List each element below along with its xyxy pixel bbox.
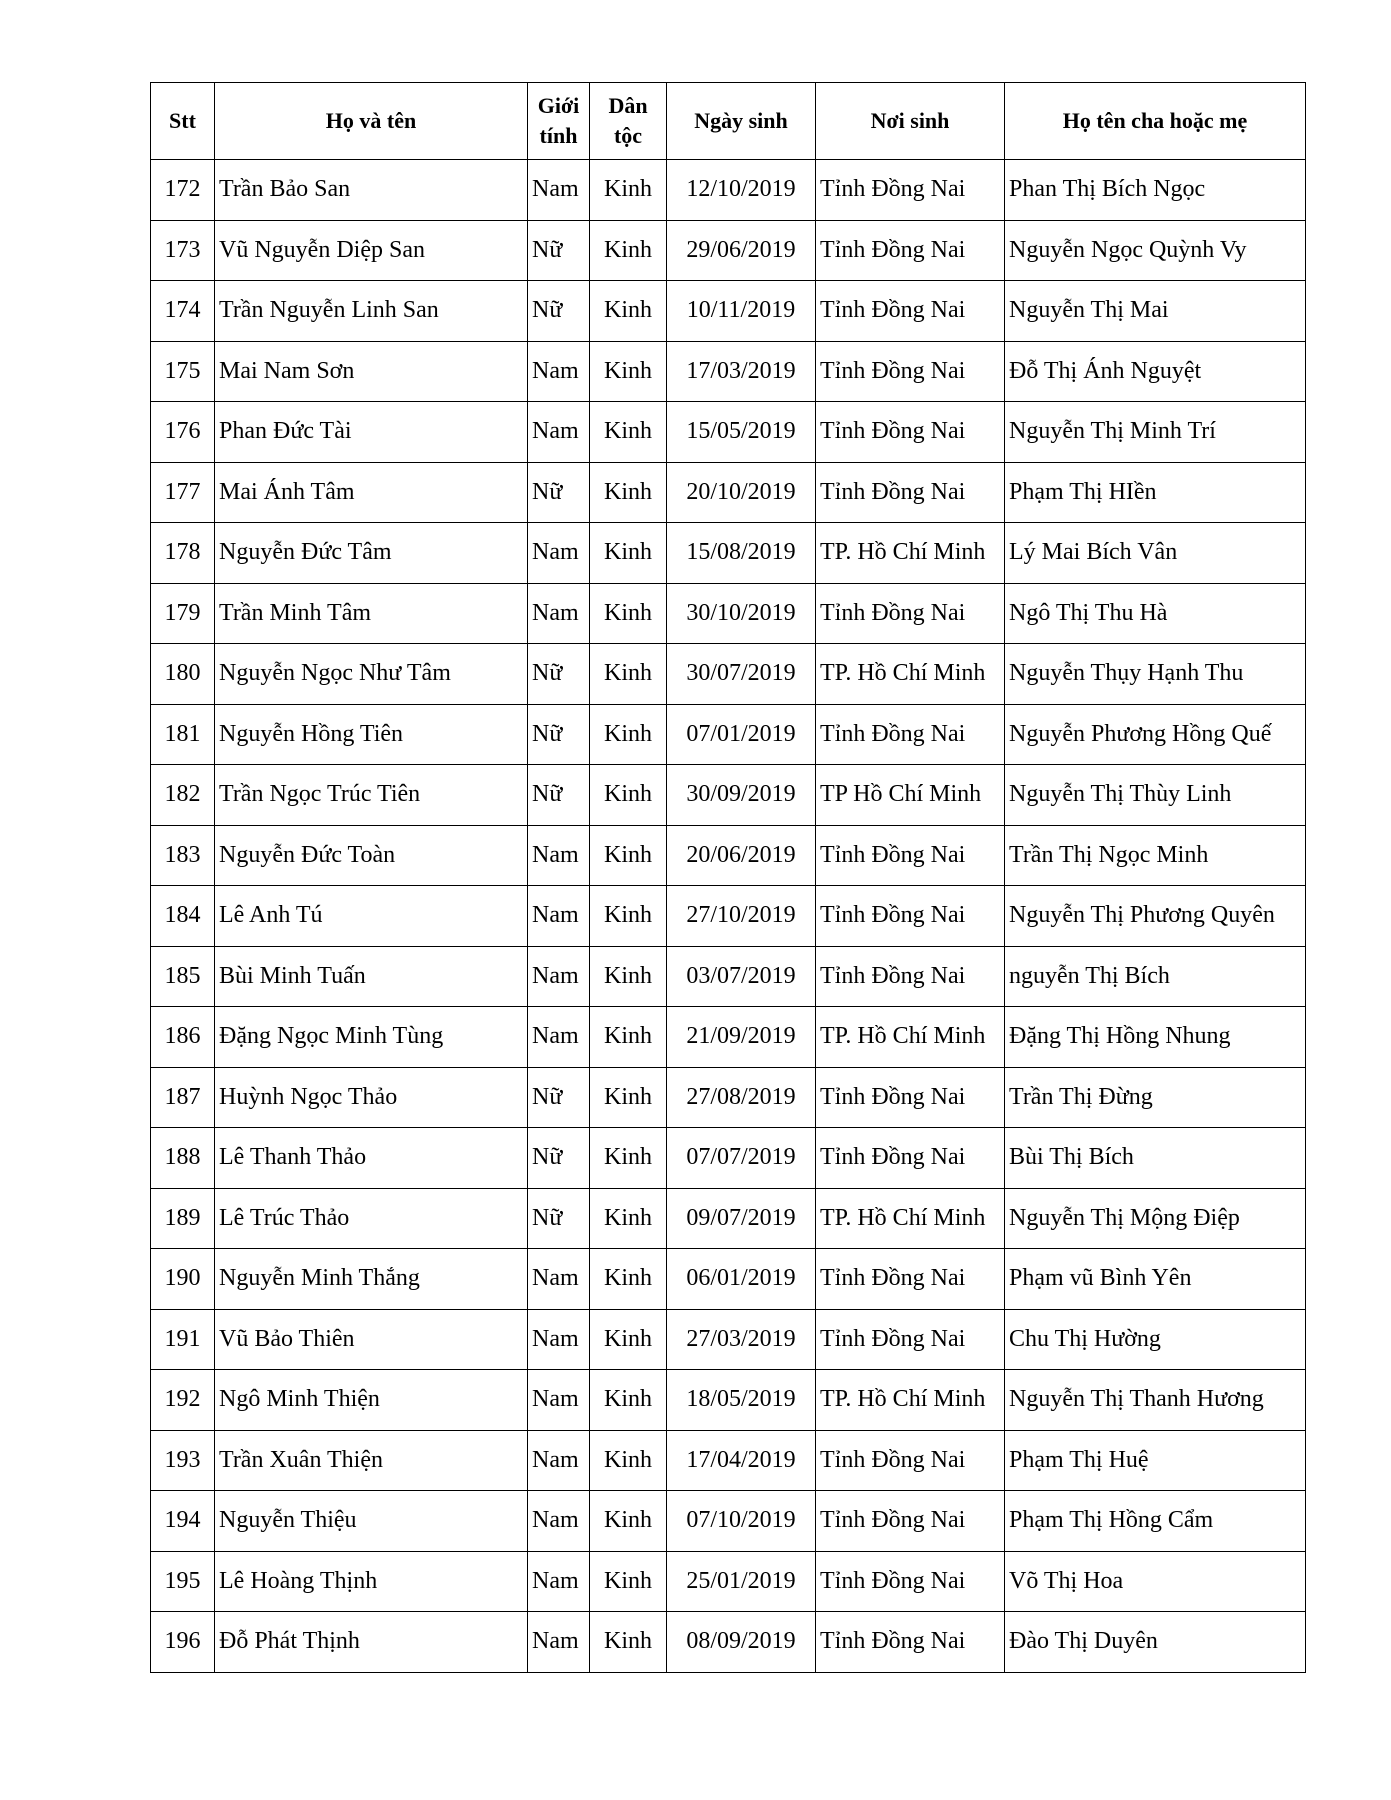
- cell-stt: 175: [151, 341, 215, 402]
- cell-parent: Võ Thị Hoa: [1005, 1551, 1306, 1612]
- cell-sex: Nam: [528, 160, 590, 221]
- cell-dob: 08/09/2019: [667, 1612, 816, 1673]
- table-row: [151, 523, 1306, 584]
- cell-name: Lê Trúc Thảo: [215, 1188, 528, 1249]
- cell-name: Trần Minh Tâm: [215, 583, 528, 644]
- cell-ethnicity: Kinh: [590, 281, 667, 342]
- cell-pob: TP Hồ Chí Minh: [816, 765, 1005, 826]
- cell-ethnicity: Kinh: [590, 220, 667, 281]
- cell-sex: Nữ: [528, 704, 590, 765]
- cell-dob: 17/03/2019: [667, 341, 816, 402]
- cell-stt: 191: [151, 1309, 215, 1370]
- table-row: [151, 1007, 1306, 1068]
- cell-dob: 30/07/2019: [667, 644, 816, 705]
- cell-parent: Bùi Thị Bích: [1005, 1128, 1306, 1189]
- cell-parent: Nguyễn Thị Mộng Điệp: [1005, 1188, 1306, 1249]
- table-row: [151, 281, 1306, 342]
- cell-parent: Nguyễn Thị Minh Trí: [1005, 402, 1306, 463]
- cell-parent: Lý Mai Bích Vân: [1005, 523, 1306, 584]
- cell-pob: Tỉnh Đồng Nai: [816, 1309, 1005, 1370]
- cell-dob: 25/01/2019: [667, 1551, 816, 1612]
- cell-parent: nguyễn Thị Bích: [1005, 946, 1306, 1007]
- cell-dob: 15/08/2019: [667, 523, 816, 584]
- cell-stt: 180: [151, 644, 215, 705]
- cell-stt: 182: [151, 765, 215, 826]
- cell-pob: Tỉnh Đồng Nai: [816, 281, 1005, 342]
- cell-stt: 188: [151, 1128, 215, 1189]
- table-row: [151, 1249, 1306, 1310]
- cell-sex: Nữ: [528, 765, 590, 826]
- cell-ethnicity: Kinh: [590, 644, 667, 705]
- cell-name: Ngô Minh Thiện: [215, 1370, 528, 1431]
- table-row: [151, 644, 1306, 705]
- cell-parent: Đào Thị Duyên: [1005, 1612, 1306, 1673]
- table-body: [151, 160, 1306, 1673]
- cell-ethnicity: Kinh: [590, 1370, 667, 1431]
- cell-sex: Nam: [528, 341, 590, 402]
- cell-sex: Nữ: [528, 644, 590, 705]
- cell-stt: 183: [151, 825, 215, 886]
- table-row: [151, 1128, 1306, 1189]
- cell-stt: 176: [151, 402, 215, 463]
- cell-name: Trần Xuân Thiện: [215, 1430, 528, 1491]
- cell-pob: Tỉnh Đồng Nai: [816, 1067, 1005, 1128]
- cell-dob: 07/01/2019: [667, 704, 816, 765]
- cell-stt: 185: [151, 946, 215, 1007]
- cell-ethnicity: Kinh: [590, 1309, 667, 1370]
- cell-name: Trần Nguyễn Linh San: [215, 281, 528, 342]
- header-parent: Họ tên cha hoặc mẹ: [1005, 83, 1306, 160]
- cell-sex: Nữ: [528, 1128, 590, 1189]
- cell-stt: 189: [151, 1188, 215, 1249]
- cell-ethnicity: Kinh: [590, 1188, 667, 1249]
- cell-sex: Nam: [528, 1491, 590, 1552]
- cell-stt: 178: [151, 523, 215, 584]
- cell-pob: Tỉnh Đồng Nai: [816, 1430, 1005, 1491]
- cell-pob: TP. Hồ Chí Minh: [816, 1370, 1005, 1431]
- cell-sex: Nữ: [528, 1067, 590, 1128]
- header-pob: Nơi sinh: [816, 83, 1005, 160]
- cell-stt: 172: [151, 160, 215, 221]
- cell-ethnicity: Kinh: [590, 1249, 667, 1310]
- cell-sex: Nam: [528, 886, 590, 947]
- cell-ethnicity: Kinh: [590, 886, 667, 947]
- cell-sex: Nữ: [528, 220, 590, 281]
- cell-parent: Nguyễn Thị Mai: [1005, 281, 1306, 342]
- cell-pob: TP. Hồ Chí Minh: [816, 1007, 1005, 1068]
- cell-ethnicity: Kinh: [590, 462, 667, 523]
- cell-ethnicity: Kinh: [590, 1491, 667, 1552]
- cell-stt: 196: [151, 1612, 215, 1673]
- header-row: [151, 83, 1306, 160]
- cell-parent: Phạm Thị Hồng Cẩm: [1005, 1491, 1306, 1552]
- cell-pob: Tỉnh Đồng Nai: [816, 946, 1005, 1007]
- cell-ethnicity: Kinh: [590, 1612, 667, 1673]
- cell-ethnicity: Kinh: [590, 1128, 667, 1189]
- cell-parent: Nguyễn Thụy Hạnh Thu: [1005, 644, 1306, 705]
- cell-ethnicity: Kinh: [590, 1007, 667, 1068]
- cell-sex: Nam: [528, 1309, 590, 1370]
- cell-sex: Nam: [528, 1430, 590, 1491]
- cell-ethnicity: Kinh: [590, 946, 667, 1007]
- cell-parent: Nguyễn Ngọc Quỳnh Vy: [1005, 220, 1306, 281]
- cell-sex: Nam: [528, 583, 590, 644]
- table-row: [151, 583, 1306, 644]
- table-row: [151, 1551, 1306, 1612]
- table-row: [151, 341, 1306, 402]
- cell-parent: Trần Thị Đừng: [1005, 1067, 1306, 1128]
- table-row: [151, 886, 1306, 947]
- cell-name: Huỳnh Ngọc Thảo: [215, 1067, 528, 1128]
- cell-ethnicity: Kinh: [590, 583, 667, 644]
- table-row: [151, 1188, 1306, 1249]
- table-header: [151, 83, 1306, 160]
- table-row: [151, 1612, 1306, 1673]
- cell-name: Đặng Ngọc Minh Tùng: [215, 1007, 528, 1068]
- cell-name: Nguyễn Thiệu: [215, 1491, 528, 1552]
- cell-parent: Phạm Thị Huệ: [1005, 1430, 1306, 1491]
- cell-name: Lê Hoàng Thịnh: [215, 1551, 528, 1612]
- cell-name: Mai Ánh Tâm: [215, 462, 528, 523]
- cell-pob: Tỉnh Đồng Nai: [816, 704, 1005, 765]
- cell-dob: 30/10/2019: [667, 583, 816, 644]
- cell-name: Bùi Minh Tuấn: [215, 946, 528, 1007]
- cell-dob: 18/05/2019: [667, 1370, 816, 1431]
- header-sex: [528, 83, 590, 160]
- table-row: [151, 160, 1306, 221]
- cell-parent: Phạm vũ Bình Yên: [1005, 1249, 1306, 1310]
- cell-name: Đỗ Phát Thịnh: [215, 1612, 528, 1673]
- document-page: [150, 82, 1305, 1673]
- header-ethnicity-line1: Dân: [608, 93, 648, 118]
- cell-name: Vũ Bảo Thiên: [215, 1309, 528, 1370]
- header-stt: Stt: [151, 83, 215, 160]
- header-sex-line1: Giới: [537, 93, 580, 118]
- cell-sex: Nam: [528, 1551, 590, 1612]
- cell-dob: 03/07/2019: [667, 946, 816, 1007]
- cell-stt: 187: [151, 1067, 215, 1128]
- table-row: [151, 1067, 1306, 1128]
- cell-ethnicity: Kinh: [590, 402, 667, 463]
- cell-ethnicity: Kinh: [590, 523, 667, 584]
- cell-pob: Tỉnh Đồng Nai: [816, 1128, 1005, 1189]
- cell-parent: Nguyễn Thị Thùy Linh: [1005, 765, 1306, 826]
- cell-sex: Nữ: [528, 462, 590, 523]
- cell-dob: 20/06/2019: [667, 825, 816, 886]
- cell-pob: TP. Hồ Chí Minh: [816, 644, 1005, 705]
- cell-name: Lê Thanh Thảo: [215, 1128, 528, 1189]
- cell-pob: Tỉnh Đồng Nai: [816, 886, 1005, 947]
- cell-dob: 15/05/2019: [667, 402, 816, 463]
- cell-name: Lê Anh Tú: [215, 886, 528, 947]
- header-ethnicity-line2: tộc: [613, 123, 643, 148]
- cell-name: Trần Bảo San: [215, 160, 528, 221]
- cell-sex: Nam: [528, 1370, 590, 1431]
- cell-pob: Tỉnh Đồng Nai: [816, 1612, 1005, 1673]
- cell-stt: 177: [151, 462, 215, 523]
- header-name: Họ và tên: [215, 83, 528, 160]
- cell-ethnicity: Kinh: [590, 704, 667, 765]
- cell-stt: 174: [151, 281, 215, 342]
- cell-stt: 192: [151, 1370, 215, 1431]
- cell-pob: Tỉnh Đồng Nai: [816, 341, 1005, 402]
- cell-pob: TP. Hồ Chí Minh: [816, 1188, 1005, 1249]
- cell-name: Nguyễn Minh Thắng: [215, 1249, 528, 1310]
- cell-sex: Nam: [528, 1007, 590, 1068]
- cell-dob: 10/11/2019: [667, 281, 816, 342]
- cell-pob: Tỉnh Đồng Nai: [816, 1491, 1005, 1552]
- table-row: [151, 1370, 1306, 1431]
- cell-pob: Tỉnh Đồng Nai: [816, 220, 1005, 281]
- cell-dob: 29/06/2019: [667, 220, 816, 281]
- cell-pob: Tỉnh Đồng Nai: [816, 462, 1005, 523]
- table-row: [151, 402, 1306, 463]
- table-row: [151, 1430, 1306, 1491]
- cell-ethnicity: Kinh: [590, 1067, 667, 1128]
- cell-parent: Đặng Thị Hồng Nhung: [1005, 1007, 1306, 1068]
- cell-ethnicity: Kinh: [590, 825, 667, 886]
- cell-dob: 30/09/2019: [667, 765, 816, 826]
- cell-name: Vũ Nguyễn Diệp San: [215, 220, 528, 281]
- cell-name: Trần Ngọc Trúc Tiên: [215, 765, 528, 826]
- cell-dob: 20/10/2019: [667, 462, 816, 523]
- table-row: [151, 946, 1306, 1007]
- cell-stt: 194: [151, 1491, 215, 1552]
- cell-parent: Nguyễn Thị Thanh Hương: [1005, 1370, 1306, 1431]
- cell-name: Nguyễn Đức Tâm: [215, 523, 528, 584]
- table-row: [151, 765, 1306, 826]
- cell-sex: Nam: [528, 523, 590, 584]
- cell-dob: 07/10/2019: [667, 1491, 816, 1552]
- cell-stt: 173: [151, 220, 215, 281]
- cell-dob: 27/08/2019: [667, 1067, 816, 1128]
- cell-pob: TP. Hồ Chí Minh: [816, 523, 1005, 584]
- cell-pob: Tỉnh Đồng Nai: [816, 1551, 1005, 1612]
- cell-stt: 190: [151, 1249, 215, 1310]
- cell-parent: Ngô Thị Thu Hà: [1005, 583, 1306, 644]
- cell-stt: 186: [151, 1007, 215, 1068]
- cell-sex: Nam: [528, 1612, 590, 1673]
- header-dob: Ngày sinh: [667, 83, 816, 160]
- cell-pob: Tỉnh Đồng Nai: [816, 402, 1005, 463]
- cell-parent: Nguyễn Phương Hồng Quế: [1005, 704, 1306, 765]
- cell-parent: Chu Thị Hường: [1005, 1309, 1306, 1370]
- cell-sex: Nam: [528, 946, 590, 1007]
- table-row: [151, 220, 1306, 281]
- cell-stt: 179: [151, 583, 215, 644]
- table-row: [151, 704, 1306, 765]
- cell-sex: Nữ: [528, 281, 590, 342]
- cell-stt: 184: [151, 886, 215, 947]
- cell-sex: Nữ: [528, 1188, 590, 1249]
- cell-ethnicity: Kinh: [590, 341, 667, 402]
- cell-pob: Tỉnh Đồng Nai: [816, 583, 1005, 644]
- cell-pob: Tỉnh Đồng Nai: [816, 825, 1005, 886]
- cell-ethnicity: Kinh: [590, 160, 667, 221]
- cell-parent: Phạm Thị HIền: [1005, 462, 1306, 523]
- cell-dob: 09/07/2019: [667, 1188, 816, 1249]
- cell-sex: Nam: [528, 402, 590, 463]
- cell-ethnicity: Kinh: [590, 1551, 667, 1612]
- cell-dob: 12/10/2019: [667, 160, 816, 221]
- cell-parent: Nguyễn Thị Phương Quyên: [1005, 886, 1306, 947]
- cell-sex: Nam: [528, 1249, 590, 1310]
- cell-sex: Nam: [528, 825, 590, 886]
- table-row: [151, 1491, 1306, 1552]
- cell-parent: Đỗ Thị Ánh Nguyệt: [1005, 341, 1306, 402]
- cell-pob: Tỉnh Đồng Nai: [816, 1249, 1005, 1310]
- cell-name: Phan Đức Tài: [215, 402, 528, 463]
- cell-dob: 06/01/2019: [667, 1249, 816, 1310]
- cell-dob: 21/09/2019: [667, 1007, 816, 1068]
- cell-ethnicity: Kinh: [590, 1430, 667, 1491]
- header-ethnicity: [590, 83, 667, 160]
- table-row: [151, 1309, 1306, 1370]
- student-roster-table: [150, 82, 1306, 1673]
- cell-ethnicity: Kinh: [590, 765, 667, 826]
- cell-name: Nguyễn Đức Toàn: [215, 825, 528, 886]
- header-sex-line2: tính: [539, 123, 578, 148]
- cell-dob: 27/10/2019: [667, 886, 816, 947]
- cell-dob: 27/03/2019: [667, 1309, 816, 1370]
- cell-name: Nguyễn Hồng Tiên: [215, 704, 528, 765]
- cell-pob: Tỉnh Đồng Nai: [816, 160, 1005, 221]
- cell-dob: 07/07/2019: [667, 1128, 816, 1189]
- table-row: [151, 462, 1306, 523]
- table-row: [151, 825, 1306, 886]
- cell-name: Nguyễn Ngọc Như Tâm: [215, 644, 528, 705]
- cell-stt: 181: [151, 704, 215, 765]
- cell-name: Mai Nam Sơn: [215, 341, 528, 402]
- cell-parent: Trần Thị Ngọc Minh: [1005, 825, 1306, 886]
- cell-dob: 17/04/2019: [667, 1430, 816, 1491]
- cell-stt: 195: [151, 1551, 215, 1612]
- cell-stt: 193: [151, 1430, 215, 1491]
- cell-parent: Phan Thị Bích Ngọc: [1005, 160, 1306, 221]
